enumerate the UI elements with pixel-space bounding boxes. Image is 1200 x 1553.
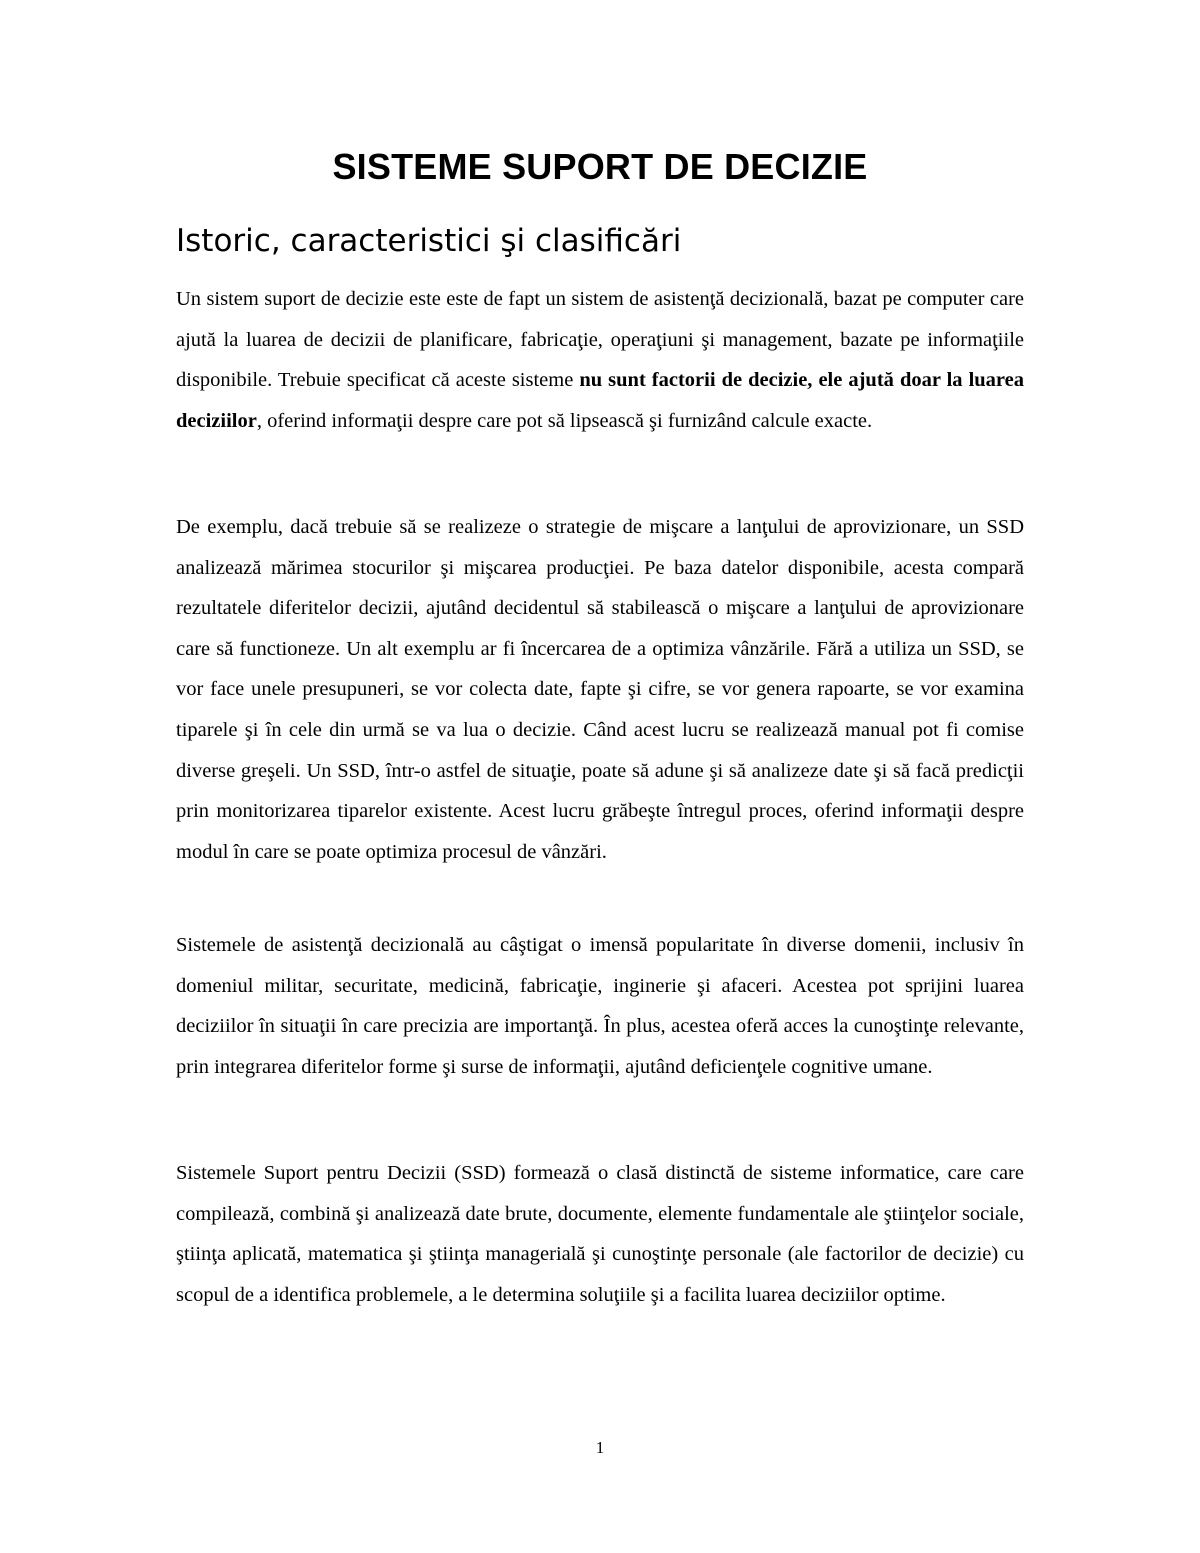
paragraph-intro xyxy=(176,279,1024,441)
page-title: SISTEME SUPORT DE DECIZIE xyxy=(332,146,868,187)
paragraph-intro-text-end: , oferind informaţii despre care pot să lipsească şi furnizând calcule exacte. xyxy=(256,409,873,432)
paragraph-intro-text-start: Un sistem suport de decizie este este de fapt un sistem de asistenţă decizională, bazat pe computer care ajută la luarea de decizii de planificare, fabricaţie, operaţiuni şi management, bazate pe informaţiile disponibile. Trebuie specificat că aceste sisteme xyxy=(176,288,1024,392)
paragraph-intro-bold-text: nu sunt factorii de decizie, ele ajută doar la luarea deciziilor xyxy=(176,369,1024,432)
section-heading: Istoric, caracteristici şi clasificări xyxy=(176,223,682,259)
paragraph-example: De exemplu, dacă trebuie să se realizeze o strategie de mişcare a lanţului de aprovizionare, un SSD analizează mărimea stocurilor şi mişcarea producţiei. Pe baza datelor disponibile, acesta compară rezultatele diferitelor decizii, ajutând decidentul să stabilească o mişcare a lanţului de aprovizionare care să functioneze. Un alt exemplu ar fi încercarea de a optimiza vânzările. Fără a utiliza un SSD, se vor face unele presupuneri, se vor colecta date, fapte şi cifre, se vor genera rapoarte, se vor examina tiparele şi în cele din urmă se va lua o decizie. Când acest lucru se realizează manual pot fi comise diverse greşeli. Un SSD, într-o astfel de situaţie, poate să adune şi să analizeze date şi să facă predicţii prin monitorizarea tiparelor existente. Acest lucru grăbeşte întregul proces, oferind informaţii despre modul în care se poate optimiza procesul de vânzări. xyxy=(176,516,1024,863)
page-number: 1 xyxy=(595,1438,605,1457)
paragraph-popularity: Sistemele de asistenţă decizională au câştigat o imensă popularitate în diverse domenii, inclusiv în domeniul militar, securitate, medicină, fabricaţie, inginerie şi afaceri. Acestea pot sprijini luarea deciziilor în situaţii în care precizia are importanţă. În plus, acestea oferă acces la cunoştinţe relevante, prin integrarea diferitelor forme şi surse de informaţii, ajutând deficienţele cognitive umane. xyxy=(176,934,1024,1078)
paragraph-definition: Sistemele Suport pentru Decizii (SSD) formează o clasă distinctă de sisteme informatice, care care compilează, combină şi analizează date brute, documente, elemente fundamentale ale ştiinţelor sociale, ştiinţa aplicată, matematica şi ştiinţa managerială şi cunoştinţe personale (ale factorilor de decizie) cu scopul de a identifica problemele, a le determina soluţiile şi a facilita luarea deciziilor optime. xyxy=(176,1162,1024,1306)
